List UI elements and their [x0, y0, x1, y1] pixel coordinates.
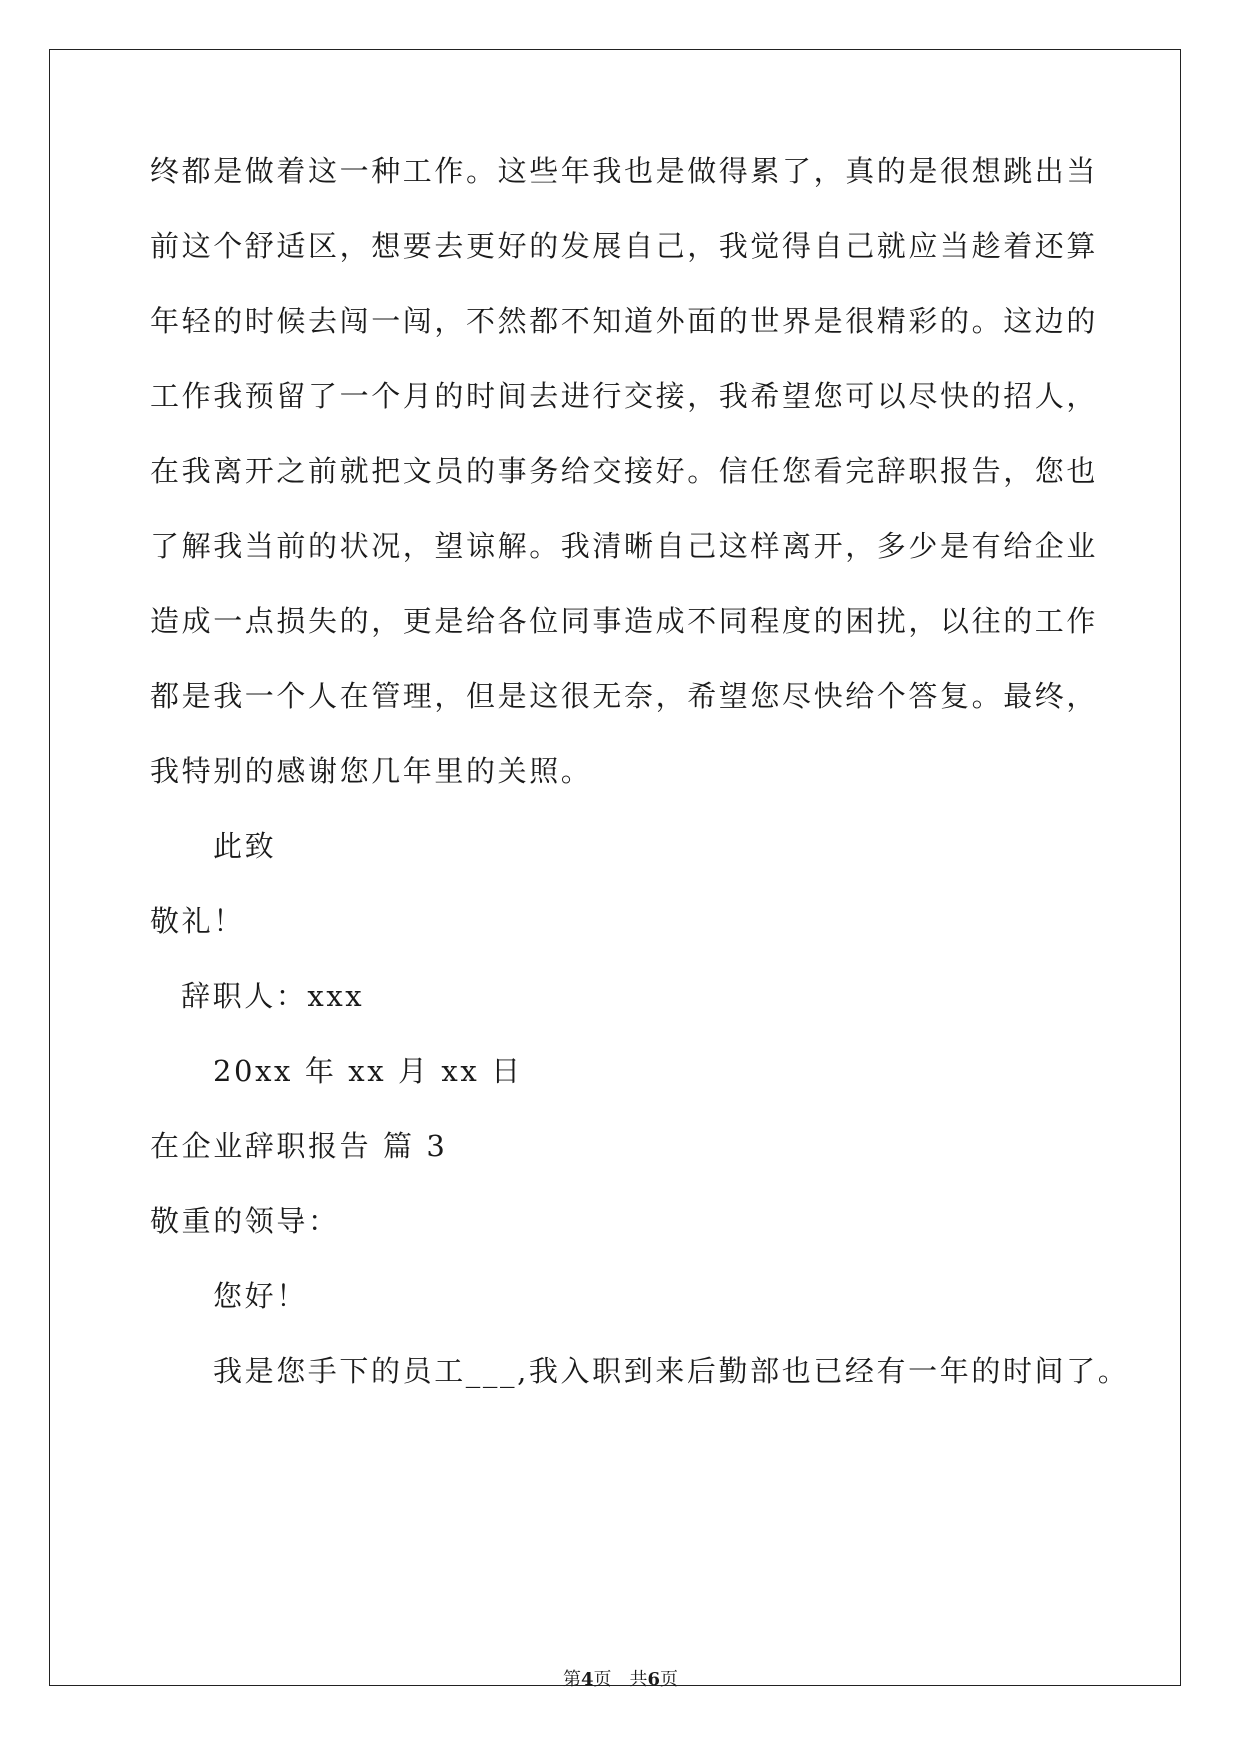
closing-text: 此致 — [213, 829, 277, 863]
page-footer — [0, 1668, 1241, 1692]
intro-text: 我是您手下的员工___,我入职到来后勤部也已经有一年的时间了。 — [213, 1354, 1130, 1388]
body-line-1: 终都是做着这一种工作。这些年我也是做得累了，真的是很想跳出当 — [150, 154, 1099, 188]
section-title: 在企业辞职报告 篇 3 — [150, 1129, 448, 1163]
footer-page-total: 6 — [647, 1669, 661, 1690]
footer-page-current: 4 — [580, 1669, 594, 1690]
body-line-9: 我特别的感谢您几年里的关照。 — [150, 754, 593, 788]
body-line-2: 前这个舒适区，想要去更好的发展自己，我觉得自己就应当趁着还算 — [150, 229, 1099, 263]
footer-total-suffix: 页 — [660, 1669, 679, 1690]
body-line-8: 都是我一个人在管理，但是这很无奈，希望您尽快给个答复。最终， — [150, 679, 1099, 713]
salute-text: 敬礼！ — [150, 904, 245, 938]
body-line-7: 造成一点损失的，更是给各位同事造成不同程度的困扰，以往的工作 — [150, 604, 1099, 638]
footer-page-mid: 页 — [593, 1669, 612, 1690]
footer-page-prefix: 第 — [562, 1669, 581, 1690]
greeting-text: 敬重的领导： — [150, 1204, 340, 1238]
footer-total-prefix: 共 — [629, 1669, 648, 1690]
body-line-5: 在我离开之前就把文员的事务给交接好。信任您看完辞职报告，您也 — [150, 454, 1099, 488]
body-line-3: 年轻的时候去闯一闯，不然都不知道外面的世界是很精彩的。这边的 — [150, 304, 1099, 338]
page-border — [49, 49, 1181, 1686]
body-line-6: 了解我当前的状况，望谅解。我清晰自己这样离开，多少是有给企业 — [150, 529, 1099, 563]
hello-text: 您好！ — [213, 1279, 308, 1313]
date-text: 20xx 年 xx 月 xx 日 — [213, 1054, 523, 1088]
signer-text: 辞职人：xxx — [181, 979, 365, 1013]
body-line-4: 工作我预留了一个月的时间去进行交接，我希望您可以尽快的招人， — [150, 379, 1099, 413]
